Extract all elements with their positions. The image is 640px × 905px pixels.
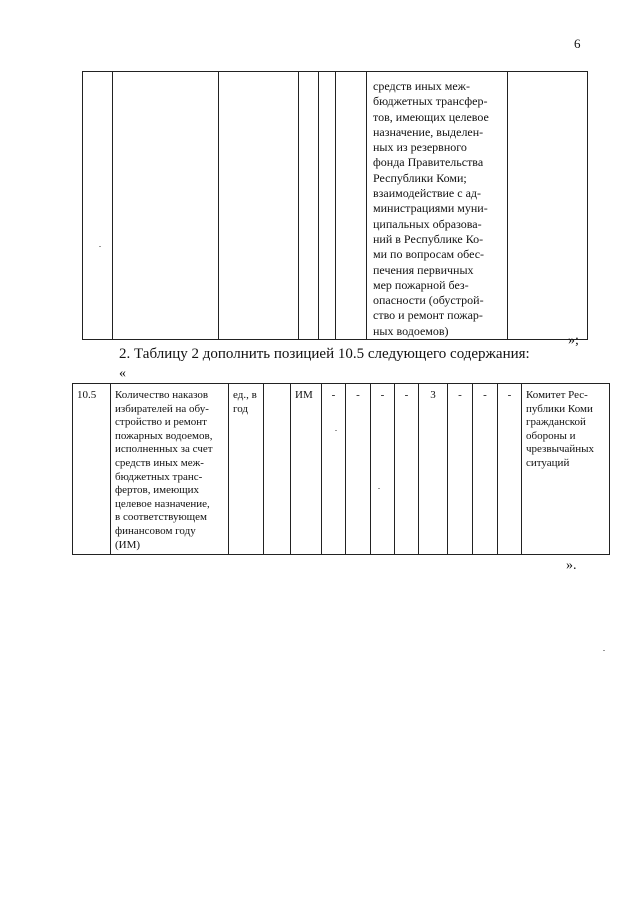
t2-indicator-cell (111, 384, 229, 555)
text-line: Республики Коми; (373, 170, 467, 185)
text-line: бюджетных транс- (115, 470, 203, 483)
text-line: мер пожарной без- (373, 277, 469, 292)
t2-value-cell: - (346, 384, 371, 555)
text-line: Количество наказов (115, 389, 209, 401)
t2-value-cell: 3 (419, 384, 448, 555)
t2-value-cell: - (473, 384, 498, 555)
text-line: средств иных меж- (373, 79, 470, 93)
text-line: исполненных за счет (115, 443, 213, 456)
t1-cell-8 (508, 72, 588, 340)
text-line: чрезвычайных (526, 443, 595, 456)
text-line: (ИМ) (115, 538, 141, 551)
t1-cell-5 (319, 72, 336, 340)
t2-responsible-cell (522, 384, 610, 555)
text-line: печения первичных (373, 262, 474, 277)
t1-description-cell (367, 72, 508, 340)
text-line: ний в Республике Ко- (373, 231, 484, 246)
text-line: бюджетных трансфер- (373, 94, 488, 109)
text-line: ных водоемов) (373, 323, 449, 338)
scan-speck (99, 246, 101, 247)
text-line: ципальных образова- (373, 216, 482, 231)
position-10-5-table (72, 383, 610, 555)
text-line: целевое назначение, (115, 497, 210, 510)
t2-value-cell: - (395, 384, 419, 555)
closing-quote-2: ». (566, 558, 577, 573)
t1-cell-3 (219, 72, 299, 340)
text-line: финансовом году (115, 524, 196, 537)
text-line: средств иных меж- (115, 456, 204, 469)
t2-unit-cell: ед., в год (229, 384, 264, 555)
t1-cell-2 (113, 72, 219, 340)
text-line: фертов, имеющих (115, 484, 200, 497)
text-line: ситуаций (526, 456, 570, 469)
text-line: публики Коми (526, 402, 593, 415)
text-line: гражданской (526, 416, 586, 429)
scan-speck (603, 650, 605, 651)
text-line: обороны и (526, 429, 576, 442)
scan-speck (335, 430, 337, 431)
text-line: ми по вопросам обес- (373, 247, 485, 262)
text-line: избирателей на обу- (115, 402, 209, 415)
t2-value-cell: - (371, 384, 395, 555)
text-line: тов, имеющих целевое (373, 109, 489, 124)
t1-cell-1 (83, 72, 113, 340)
opening-quote: « (119, 366, 126, 381)
page-number: 6 (574, 36, 581, 51)
text-line: стройство и ремонт (115, 416, 207, 429)
text-line: ных из резервного (373, 140, 467, 155)
instruction-text: 2. Таблицу 2 дополнить позицией 10.5 следующего содержания: (119, 346, 530, 362)
t1-cell-6 (336, 72, 367, 340)
closing-quote-1: »; (568, 333, 579, 348)
t2-value-cell: - (322, 384, 346, 555)
text-line: взаимодействие с ад- (373, 186, 481, 201)
text-line: пожарных водоемов, (115, 429, 213, 442)
t2-value-cell: - (498, 384, 522, 555)
continuation-table (82, 71, 588, 340)
text-line: назначение, выделен- (373, 124, 484, 139)
scan-speck (378, 488, 380, 489)
t2-type-cell: ИМ (291, 384, 322, 555)
t2-empty-cell (264, 384, 291, 555)
text-line: в соответствующем (115, 511, 207, 524)
t2-value-cell: - (448, 384, 473, 555)
text-line: ство и ремонт пожар- (373, 308, 483, 323)
text-line: опасности (обустрой- (373, 293, 484, 308)
text-line: министрациями муни- (373, 201, 488, 216)
t2-number-cell: 10.5 (73, 384, 111, 555)
text-line: фонда Правительства (373, 155, 484, 170)
text-line: Комитет Рес- (526, 389, 588, 401)
t1-cell-4 (299, 72, 319, 340)
